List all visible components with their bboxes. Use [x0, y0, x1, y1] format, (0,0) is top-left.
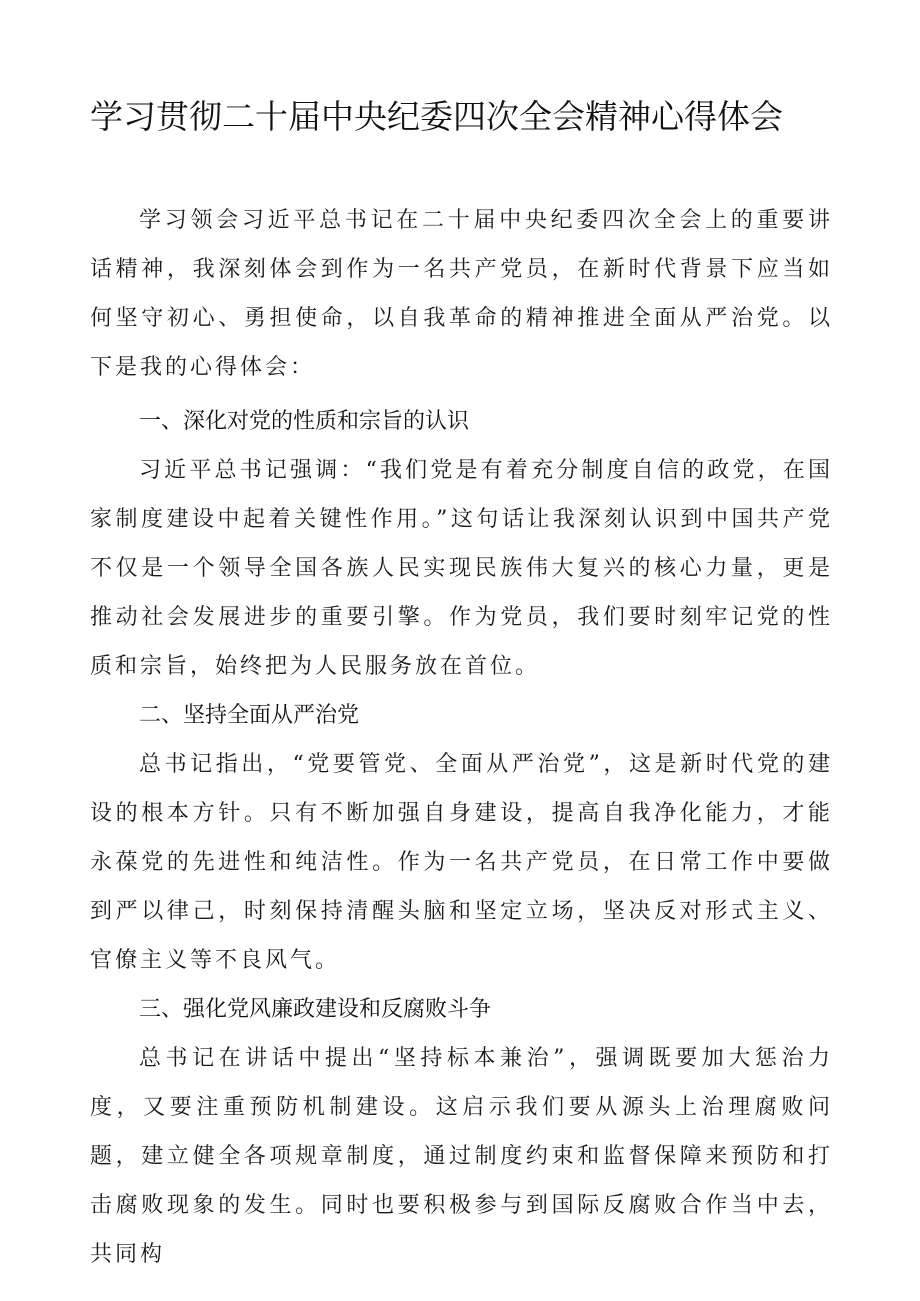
section-heading-2: 二、坚持全面从严治党	[139, 703, 360, 728]
section-paragraph-1: 习近平总书记强调：“我们党是有着充分制度自信的政党，在国家制度建设中起着关键性作用。”这句话让我深刻认识到中国共产党不仅是一个领导全国各族人民实现民族伟大复兴的核心力量，更是推动社会发展进步的重要引擎。作为党员，我们要时刻牢记党的性质和宗旨，始终把为人民服务放在首位。	[90, 458, 833, 679]
section-heading-1: 一、深化对党的性质和宗旨的认识	[139, 409, 470, 434]
document-body	[90, 196, 833, 1279]
section-paragraph-2: 总书记指出，“党要管党、全面从严治党”，这是新时代党的建设的根本方针。只有不断加强自身建设，提高自我净化能力，才能永葆党的先进性和纯洁性。作为一名共产党员，在日常工作中要做到严以律己，时刻保持清醒头脑和坚定立场，坚决反对形式主义、官僚主义等不良风气。	[90, 752, 833, 973]
section-paragraph-3: 总书记在讲话中提出“坚持标本兼治”，强调既要加大惩治力度，又要注重预防机制建设。这启示我们要从源头上治理腐败问题，建立健全各项规章制度，通过制度约束和监督保障来预防和打击腐败现象的发生。同时也要积极参与到国际反腐败合作当中去，共同构	[90, 1046, 833, 1267]
section-heading-3: 三、强化党风廉政建设和反腐败斗争	[139, 997, 492, 1022]
document-title: 学习贯彻二十届中央纪委四次全会精神心得体会	[90, 97, 783, 136]
intro-paragraph: 学习领会习近平总书记在二十届中央纪委四次全会上的重要讲话精神，我深刻体会到作为一名共产党员，在新时代背景下应当如何坚守初心、勇担使命，以自我革命的精神推进全面从严治党。以下是我的心得体会：	[90, 208, 833, 380]
